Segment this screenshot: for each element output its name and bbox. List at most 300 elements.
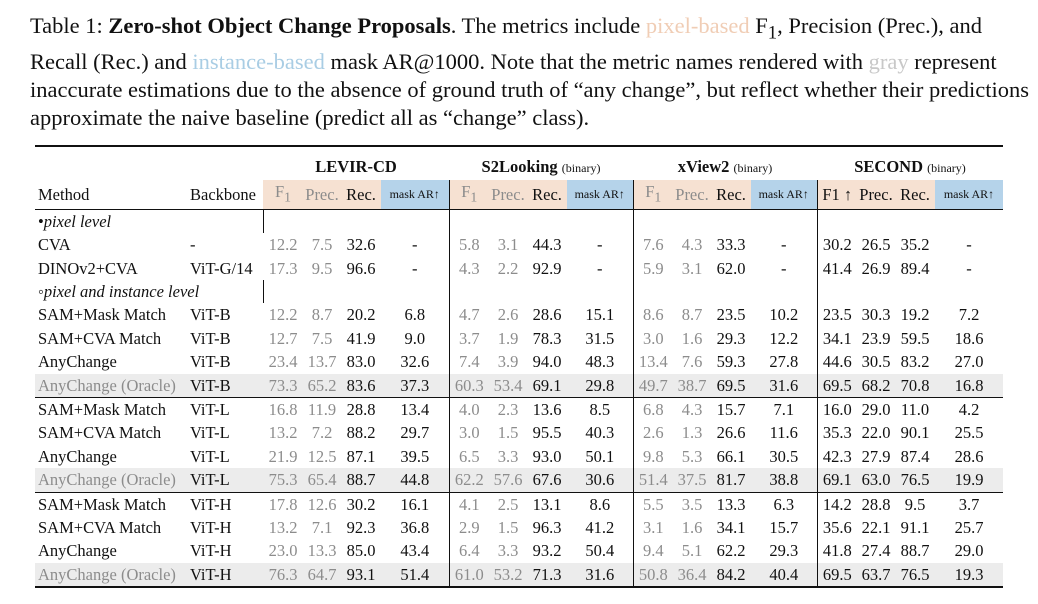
value-cell: 28.6: [954, 446, 984, 466]
value-cell: 29.0: [954, 541, 984, 561]
value-cell: 27.0: [954, 352, 984, 372]
value-cell: 1.3: [681, 423, 703, 443]
value-cell: 16.8: [263, 397, 303, 421]
value-cell: 93.0: [532, 446, 562, 466]
results-table: [35, 145, 1003, 588]
backbone-cell: ViT-H: [187, 492, 263, 516]
column-method: Method: [35, 180, 187, 209]
value-cell: 60.3: [449, 374, 489, 398]
value-cell: 91.1: [900, 517, 930, 537]
value-cell: 9.0: [404, 328, 426, 348]
table-row: [35, 421, 1003, 444]
value-cell: 76.5: [895, 468, 935, 492]
value-cell: 83.6: [341, 374, 381, 398]
caption-gray: gray: [868, 48, 909, 74]
value-cell: 5.3: [681, 446, 703, 466]
value-cell: 3.5: [673, 492, 711, 516]
value-cell: 69.5: [817, 563, 857, 587]
value-cell: 3.1: [497, 235, 519, 255]
column-rec: Rec.: [895, 180, 935, 209]
value-cell: 12.6: [303, 492, 341, 516]
value-cell: 13.6: [527, 397, 567, 421]
value-cell: 28.8: [341, 397, 381, 421]
value-cell: 88.2: [346, 423, 376, 443]
value-cell: 13.4: [381, 397, 449, 421]
value-cell: 41.4: [817, 257, 857, 280]
value-cell: 4.7: [449, 303, 489, 326]
value-cell: 30.2: [341, 492, 381, 516]
value-cell: 1.6: [681, 328, 703, 348]
value-cell: 29.7: [400, 423, 430, 443]
value-cell: 27.9: [861, 446, 891, 466]
column-f1: $F_1$: [263, 180, 303, 209]
column-mask-ar: mask AR↑: [381, 180, 449, 209]
value-cell: 23.9: [861, 328, 891, 348]
value-cell: 4.3: [673, 397, 711, 421]
method-cell: SAM+Mask Match: [35, 397, 187, 421]
value-cell: 68.2: [857, 374, 895, 398]
value-cell: -: [781, 258, 787, 278]
table-row-oracle: [35, 468, 1003, 492]
value-cell: -: [781, 235, 787, 255]
dataset-group-header: [35, 155, 1003, 180]
value-cell: 29.3: [716, 328, 746, 348]
value-cell: 29.8: [567, 374, 633, 398]
value-cell: 16.1: [381, 492, 449, 516]
column-rec: Rec.: [527, 180, 567, 209]
value-cell: 94.0: [532, 352, 562, 372]
value-cell: 5.9: [633, 257, 673, 280]
value-cell: 43.4: [400, 541, 430, 561]
value-cell: 71.3: [527, 563, 567, 587]
value-cell: 2.6: [497, 305, 519, 325]
value-cell: 10.2: [769, 305, 799, 325]
group-s2looking: S2Looking (binary): [481, 157, 601, 176]
value-cell: 92.9: [532, 258, 562, 278]
value-cell: 5.5: [633, 492, 673, 516]
value-cell: 88.7: [341, 468, 381, 492]
value-cell: 7.6: [633, 233, 673, 256]
section-label: pixel and instance level: [43, 281, 200, 301]
group-second: SECOND (binary): [854, 157, 966, 176]
value-cell: 78.3: [532, 328, 562, 348]
table-row: [35, 233, 1003, 256]
method-cell: AnyChange: [38, 541, 117, 561]
value-cell: 9.5: [895, 492, 935, 516]
value-cell: 7.6: [681, 352, 703, 372]
value-cell: 2.5: [489, 492, 527, 516]
value-cell: 1.6: [681, 517, 703, 537]
value-cell: 28.8: [857, 492, 895, 516]
caption-text-1: . The metrics include: [450, 13, 646, 38]
caption-text-3: , Precision (Prec.), and Recall (Rec.) and: [30, 13, 983, 74]
value-cell: 62.0: [716, 258, 746, 278]
value-cell: 83.0: [346, 352, 376, 372]
value-cell: 69.1: [817, 468, 857, 492]
value-cell: 13.1: [527, 492, 567, 516]
value-cell: 18.6: [954, 328, 984, 348]
value-cell: 48.3: [585, 352, 615, 372]
value-cell: 27.8: [769, 352, 799, 372]
method-cell: SAM+Mask Match: [35, 492, 187, 516]
value-cell: 29.3: [769, 541, 799, 561]
column-mask-ar: mask AR↑: [935, 180, 1003, 209]
value-cell: 9.4: [633, 539, 673, 562]
value-cell: -: [597, 258, 603, 278]
backbone-cell: ViT-L: [190, 423, 230, 443]
value-cell: 64.7: [303, 563, 341, 587]
value-cell: 13.2: [268, 423, 298, 443]
value-cell: 30.2: [817, 233, 857, 256]
value-cell: 3.1: [633, 516, 673, 539]
value-cell: 16.8: [935, 374, 1003, 398]
column-f1: $F_1$: [633, 180, 673, 209]
column-prec: Prec.: [303, 180, 341, 209]
value-cell: 22.0: [861, 423, 891, 443]
value-cell: 8.7: [681, 305, 703, 325]
section-bullet-icon: ◦: [38, 281, 44, 301]
value-cell: 4.2: [935, 397, 1003, 421]
value-cell: 41.2: [585, 517, 615, 537]
section-header: [35, 280, 1003, 303]
value-cell: 35.3: [817, 421, 857, 444]
value-cell: 62.2: [716, 541, 746, 561]
value-cell: 9.5: [311, 258, 333, 278]
value-cell: 1.5: [497, 517, 519, 537]
value-cell: 4.3: [449, 257, 489, 280]
value-cell: 6.8: [633, 397, 673, 421]
table-row-oracle: [35, 563, 1003, 587]
value-cell: 12.7: [268, 328, 298, 348]
value-cell: 34.1: [817, 327, 857, 350]
value-cell: 2.9: [449, 516, 489, 539]
value-cell: 3.9: [497, 352, 519, 372]
value-cell: -: [597, 235, 603, 255]
table-caption: [30, 12, 1030, 132]
value-cell: 19.3: [935, 563, 1003, 587]
method-cell: AnyChange: [38, 352, 117, 372]
value-cell: 87.4: [900, 446, 930, 466]
value-cell: 5.8: [449, 233, 489, 256]
group-levir-cd: LEVIR-CD: [315, 157, 397, 176]
value-cell: 31.5: [585, 328, 615, 348]
value-cell: 51.4: [633, 468, 673, 492]
section-bullet-icon: •: [38, 211, 44, 231]
backbone-cell: ViT-B: [190, 352, 231, 372]
value-cell: 57.6: [489, 468, 527, 492]
section-label: pixel level: [43, 211, 112, 231]
value-cell: 67.6: [527, 468, 567, 492]
value-cell: 32.6: [400, 352, 430, 372]
column-rec: Rec.: [341, 180, 381, 209]
value-cell: 6.5: [449, 445, 489, 468]
value-cell: 93.1: [341, 563, 381, 587]
value-cell: 7.5: [311, 235, 333, 255]
value-cell: 96.3: [532, 517, 562, 537]
value-cell: 95.5: [532, 423, 562, 443]
value-cell: 53.4: [489, 374, 527, 398]
value-cell: 53.2: [489, 563, 527, 587]
value-cell: 59.5: [900, 328, 930, 348]
column-f1: $F_1$: [449, 180, 489, 209]
value-cell: 37.5: [673, 468, 711, 492]
value-cell: 8.6: [633, 303, 673, 326]
value-cell: 11.0: [895, 397, 935, 421]
value-cell: 13.4: [633, 350, 673, 373]
value-cell: 20.2: [346, 305, 376, 325]
top-rule: [35, 146, 1003, 155]
value-cell: 5.1: [681, 541, 703, 561]
value-cell: 73.3: [263, 374, 303, 398]
value-cell: 65.2: [303, 374, 341, 398]
value-cell: 40.4: [751, 563, 817, 587]
method-cell: SAM+CVA Match: [38, 423, 162, 443]
value-cell: 39.5: [400, 446, 430, 466]
column-header-row: [35, 180, 1003, 209]
value-cell: 93.2: [532, 541, 562, 561]
value-cell: 11.9: [303, 397, 341, 421]
value-cell: 6.3: [751, 492, 817, 516]
value-cell: 12.2: [769, 328, 799, 348]
value-cell: 8.7: [311, 305, 333, 325]
table-row: [35, 492, 1003, 516]
value-cell: 44.6: [817, 350, 857, 373]
value-cell: 3.1: [681, 258, 703, 278]
value-cell: 7.4: [449, 350, 489, 373]
value-cell: 63.7: [857, 563, 895, 587]
value-cell: 21.9: [268, 446, 298, 466]
caption-pixel-based: pixel-based: [645, 13, 750, 38]
value-cell: 69.5: [817, 374, 857, 398]
value-cell: 13.2: [268, 517, 298, 537]
caption-text-2: F: [749, 13, 768, 38]
value-cell: 76.3: [263, 563, 303, 587]
value-cell: 35.6: [817, 516, 857, 539]
backbone-cell: ViT-G/14: [190, 258, 253, 278]
value-cell: 66.1: [716, 446, 746, 466]
table-row: [35, 350, 1003, 373]
value-cell: 14.2: [817, 492, 857, 516]
value-cell: 36.4: [673, 563, 711, 587]
value-cell: 61.0: [449, 563, 489, 587]
value-cell: 7.1: [751, 397, 817, 421]
method-cell: AnyChange (Oracle): [35, 563, 187, 587]
value-cell: 2.3: [489, 397, 527, 421]
value-cell: 1.5: [497, 423, 519, 443]
caption-text-5: represent inaccurate estimations due to the absence of ground truth of “any change”, but reflect whether their predictions approximate the naive baseline (predict all as “change” class).: [30, 48, 1029, 130]
value-cell: 69.1: [527, 374, 567, 398]
value-cell: 62.2: [449, 468, 489, 492]
value-cell: 42.3: [817, 445, 857, 468]
value-cell: 2.6: [633, 421, 673, 444]
table-row: [35, 445, 1003, 468]
value-cell: 30.6: [567, 468, 633, 492]
value-cell: 15.7: [769, 517, 799, 537]
value-cell: 23.0: [268, 541, 298, 561]
table-row: [35, 303, 1003, 326]
value-cell: 7.5: [311, 328, 333, 348]
value-cell: 19.9: [935, 468, 1003, 492]
value-cell: 89.4: [900, 258, 930, 278]
value-cell: 75.3: [263, 468, 303, 492]
value-cell: 6.4: [449, 539, 489, 562]
method-cell: CVA: [38, 235, 71, 255]
caption-instance-based: instance-based: [192, 48, 325, 74]
value-cell: 3.3: [497, 541, 519, 561]
value-cell: 59.3: [716, 352, 746, 372]
value-cell: 40.3: [585, 423, 615, 443]
value-cell: 3.7: [449, 327, 489, 350]
value-cell: 41.8: [817, 539, 857, 562]
value-cell: 41.9: [346, 328, 376, 348]
value-cell: 23.4: [268, 352, 298, 372]
caption-text-4: mask AR@1000. Note that the metric names rendered with: [324, 48, 869, 74]
value-cell: 32.6: [346, 235, 376, 255]
value-cell: 13.3: [711, 492, 751, 516]
value-cell: 28.6: [532, 305, 562, 325]
value-cell: 13.7: [307, 352, 337, 372]
value-cell: 12.2: [268, 305, 298, 325]
table-row: [35, 327, 1003, 350]
value-cell: 69.5: [711, 374, 751, 398]
column-f1-arrow: F1 ↑: [817, 180, 857, 209]
value-cell: 11.6: [769, 423, 798, 443]
value-cell: 92.3: [346, 517, 376, 537]
value-cell: 8.6: [567, 492, 633, 516]
value-cell: 15.7: [711, 397, 751, 421]
value-cell: 38.7: [673, 374, 711, 398]
value-cell: 81.7: [711, 468, 751, 492]
value-cell: -: [412, 258, 418, 278]
backbone-cell: ViT-H: [190, 541, 232, 561]
value-cell: 7.2: [958, 305, 980, 325]
value-cell: 17.3: [268, 258, 298, 278]
value-cell: 65.4: [303, 468, 341, 492]
value-cell: 84.2: [711, 563, 751, 587]
value-cell: 33.3: [716, 235, 746, 255]
value-cell: 23.5: [716, 305, 746, 325]
backbone-cell: ViT-L: [187, 468, 263, 492]
backbone-cell: ViT-H: [187, 563, 263, 587]
value-cell: 31.6: [567, 563, 633, 587]
method-cell: AnyChange (Oracle): [35, 374, 187, 398]
value-cell: 25.7: [954, 517, 984, 537]
backbone-cell: ViT-B: [187, 374, 263, 398]
value-cell: 15.1: [585, 305, 615, 325]
value-cell: 96.6: [346, 258, 376, 278]
value-cell: 36.8: [400, 517, 430, 537]
column-prec: Prec.: [489, 180, 527, 209]
backbone-cell: ViT-B: [190, 305, 231, 325]
method-cell: AnyChange: [38, 446, 117, 466]
value-cell: 26.9: [861, 258, 891, 278]
value-cell: 13.3: [307, 541, 337, 561]
value-cell: 31.6: [751, 374, 817, 398]
value-cell: 50.8: [633, 563, 673, 587]
value-cell: 88.7: [900, 541, 930, 561]
value-cell: -: [412, 235, 418, 255]
section-header: [35, 209, 1003, 233]
caption-title: Zero-shot Object Change Proposals: [108, 13, 451, 38]
caption-label: Table 1:: [30, 13, 103, 38]
method-cell: DINOv2+CVA: [38, 258, 138, 278]
value-cell: 76.5: [895, 563, 935, 587]
value-cell: 3.7: [935, 492, 1003, 516]
method-cell: SAM+CVA Match: [38, 517, 162, 537]
value-cell: 1.9: [497, 328, 519, 348]
method-cell: SAM+CVA Match: [38, 328, 162, 348]
value-cell: 4.0: [449, 397, 489, 421]
group-xview2: xView2 (binary): [677, 157, 773, 176]
method-cell: SAM+Mask Match: [38, 305, 167, 325]
column-rec: Rec.: [711, 180, 751, 209]
value-cell: 30.5: [769, 446, 799, 466]
value-cell: 12.5: [307, 446, 337, 466]
value-cell: 7.2: [311, 423, 333, 443]
value-cell: 3.3: [497, 446, 519, 466]
column-mask-ar: mask AR↑: [567, 180, 633, 209]
table-row: [35, 397, 1003, 421]
value-cell: 49.7: [633, 374, 673, 398]
backbone-cell: ViT-L: [187, 397, 263, 421]
value-cell: 22.1: [861, 517, 891, 537]
value-cell: 8.5: [567, 397, 633, 421]
value-cell: 90.1: [900, 423, 930, 443]
value-cell: 9.8: [633, 445, 673, 468]
caption-f1-sub: 1: [767, 22, 778, 44]
value-cell: 35.2: [900, 235, 930, 255]
value-cell: 7.1: [311, 517, 333, 537]
value-cell: 16.0: [817, 397, 857, 421]
value-cell: 44.3: [532, 235, 562, 255]
value-cell: 87.1: [346, 446, 376, 466]
backbone-cell: -: [190, 235, 196, 255]
value-cell: 26.5: [861, 235, 891, 255]
value-cell: 44.8: [381, 468, 449, 492]
value-cell: 50.1: [585, 446, 615, 466]
table-row: [35, 539, 1003, 562]
column-backbone: Backbone: [187, 180, 263, 209]
value-cell: 3.0: [449, 421, 489, 444]
value-cell: 26.6: [716, 423, 746, 443]
value-cell: 51.4: [381, 563, 449, 587]
value-cell: 30.3: [861, 305, 891, 325]
value-cell: 63.0: [857, 468, 895, 492]
value-cell: 70.8: [895, 374, 935, 398]
value-cell: 29.0: [857, 397, 895, 421]
value-cell: 6.8: [404, 305, 426, 325]
value-cell: 83.2: [900, 352, 930, 372]
backbone-cell: ViT-B: [190, 328, 231, 348]
value-cell: 30.5: [861, 352, 891, 372]
backbone-cell: ViT-H: [190, 517, 232, 537]
column-prec: Prec.: [857, 180, 895, 209]
value-cell: 23.5: [817, 303, 857, 326]
value-cell: 3.0: [633, 327, 673, 350]
table-row-oracle: [35, 374, 1003, 398]
table-row: [35, 516, 1003, 539]
value-cell: 4.1: [449, 492, 489, 516]
value-cell: 25.5: [954, 423, 984, 443]
value-cell: 19.2: [900, 305, 930, 325]
value-cell: -: [966, 258, 972, 278]
value-cell: 12.2: [268, 235, 298, 255]
value-cell: 38.8: [751, 468, 817, 492]
value-cell: 85.0: [346, 541, 376, 561]
table-row: [35, 257, 1003, 280]
value-cell: -: [966, 235, 972, 255]
method-cell: AnyChange (Oracle): [35, 468, 187, 492]
